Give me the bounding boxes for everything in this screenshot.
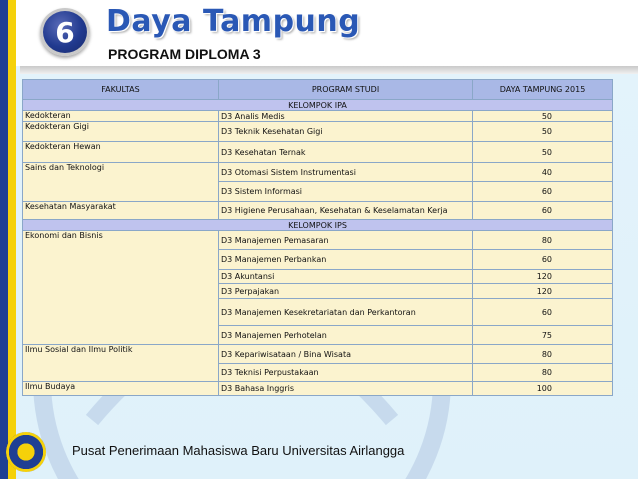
capacity-table bbox=[22, 79, 613, 396]
cell-program: D3 Kepariwisataan / Bina Wisata bbox=[219, 345, 473, 364]
cell-program: D3 Teknisi Perpustakaan bbox=[219, 364, 473, 382]
cell-daya: 50 bbox=[473, 122, 613, 142]
slide-number-badge bbox=[40, 8, 90, 56]
cell-daya: 60 bbox=[473, 250, 613, 270]
cell-program: D3 Higiene Perusahaan, Kesehatan & Keselamatan Kerja bbox=[219, 202, 473, 220]
table-row bbox=[23, 122, 613, 142]
table-row bbox=[23, 345, 613, 364]
cell-program: D3 Perpajakan bbox=[219, 284, 473, 299]
table-row bbox=[23, 163, 613, 182]
cell-fakultas: Kedokteran Gigi bbox=[23, 122, 219, 142]
group-label: KELOMPOK IPS bbox=[23, 220, 613, 231]
cell-program: D3 Manajemen Kesekretariatan dan Perkantoran bbox=[219, 299, 473, 326]
cell-daya: 60 bbox=[473, 182, 613, 202]
table-row bbox=[23, 142, 613, 163]
cell-daya: 50 bbox=[473, 142, 613, 163]
cell-daya: 80 bbox=[473, 345, 613, 364]
group-row-ipa bbox=[23, 100, 613, 111]
cell-daya: 40 bbox=[473, 163, 613, 182]
slide-title: Daya Tampung bbox=[106, 4, 361, 39]
cell-fakultas: Ilmu Sosial dan Ilmu Politik bbox=[23, 345, 219, 382]
cell-program: D3 Manajemen Perhotelan bbox=[219, 326, 473, 345]
cell-program: D3 Bahasa Inggris bbox=[219, 382, 473, 396]
table-header-row bbox=[23, 80, 613, 100]
header-program-studi: PROGRAM STUDI bbox=[219, 80, 473, 100]
university-logo-icon bbox=[6, 432, 46, 472]
cell-daya: 120 bbox=[473, 284, 613, 299]
cell-daya: 100 bbox=[473, 382, 613, 396]
cell-program: D3 Kesehatan Ternak bbox=[219, 142, 473, 163]
cell-fakultas: Kedokteran Hewan bbox=[23, 142, 219, 163]
cell-daya: 50 bbox=[473, 111, 613, 122]
cell-daya: 120 bbox=[473, 270, 613, 284]
slide-subtitle: PROGRAM DIPLOMA 3 bbox=[108, 46, 261, 62]
cell-program: D3 Otomasi Sistem Instrumentasi bbox=[219, 163, 473, 182]
cell-daya: 80 bbox=[473, 364, 613, 382]
cell-program: D3 Akuntansi bbox=[219, 270, 473, 284]
cell-fakultas: Kesehatan Masyarakat bbox=[23, 202, 219, 220]
cell-fakultas: Sains dan Teknologi bbox=[23, 163, 219, 202]
group-label: KELOMPOK IPA bbox=[23, 100, 613, 111]
cell-program: D3 Manajemen Pemasaran bbox=[219, 231, 473, 250]
header-fakultas: FAKULTAS bbox=[23, 80, 219, 100]
cell-program: D3 Analis Medis bbox=[219, 111, 473, 122]
cell-program: D3 Manajemen Perbankan bbox=[219, 250, 473, 270]
footer-text: Pusat Penerimaan Mahasiswa Baru Universitas Airlangga bbox=[72, 443, 405, 458]
table-row bbox=[23, 111, 613, 122]
table-row bbox=[23, 231, 613, 250]
cell-program: D3 Sistem Informasi bbox=[219, 182, 473, 202]
slide-number: 6 bbox=[55, 15, 75, 49]
cell-fakultas: Ilmu Budaya bbox=[23, 382, 219, 396]
cell-daya: 60 bbox=[473, 299, 613, 326]
table-row bbox=[23, 382, 613, 396]
header-daya-tampung: DAYA TAMPUNG 2015 bbox=[473, 80, 613, 100]
cell-fakultas: Kedokteran bbox=[23, 111, 219, 122]
header-divider bbox=[20, 66, 638, 74]
cell-program: D3 Teknik Kesehatan Gigi bbox=[219, 122, 473, 142]
group-row-ips bbox=[23, 220, 613, 231]
cell-daya: 80 bbox=[473, 231, 613, 250]
cell-daya: 75 bbox=[473, 326, 613, 345]
cell-fakultas: Ekonomi dan Bisnis bbox=[23, 231, 219, 345]
table-row bbox=[23, 202, 613, 220]
cell-daya: 60 bbox=[473, 202, 613, 220]
